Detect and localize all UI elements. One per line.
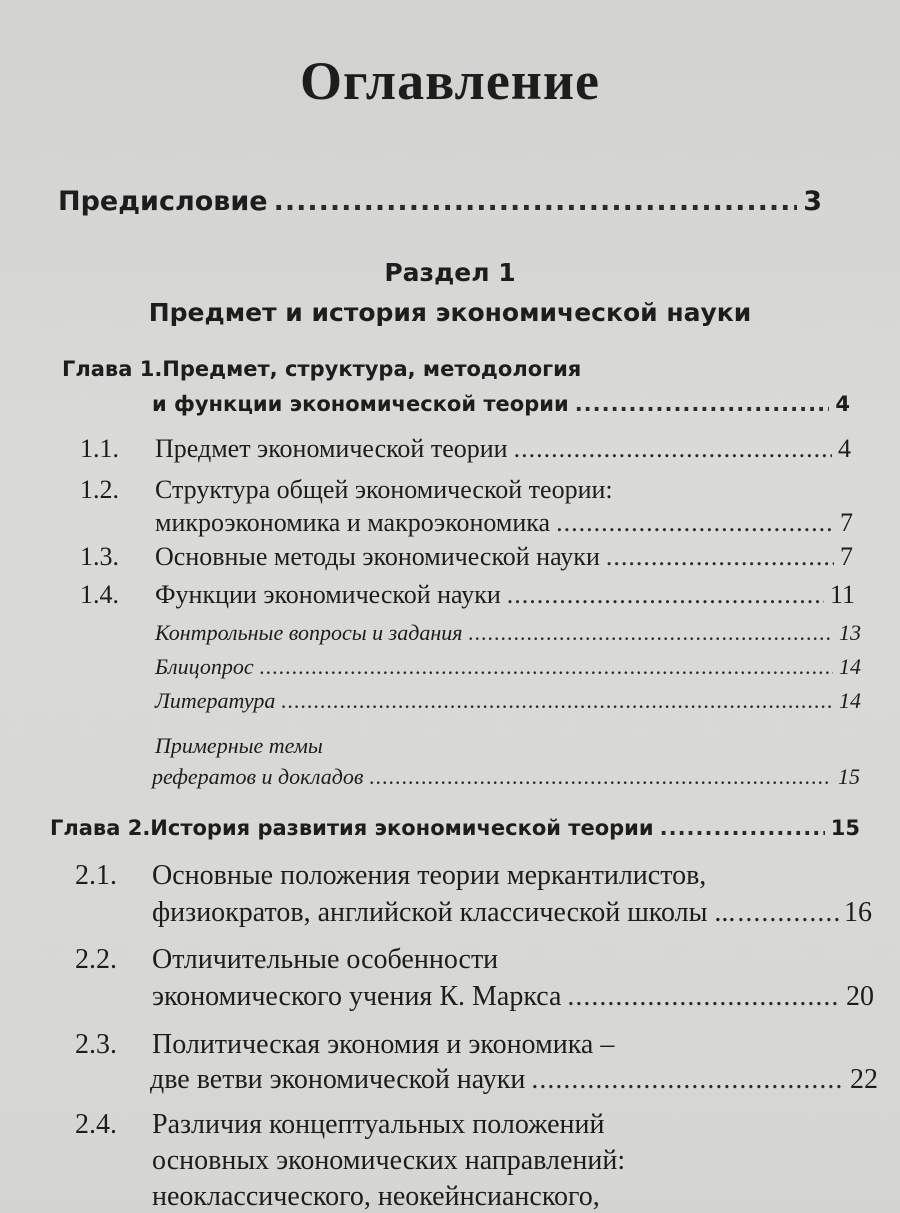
section-label: Раздел 1 xyxy=(384,258,516,287)
toc-entry-1-3[interactable] xyxy=(155,542,853,572)
toc-page-number: 15 xyxy=(838,764,860,789)
toc-entry-label[interactable]: Примерные темы xyxy=(155,733,323,758)
toc-page-number: 7 xyxy=(840,508,853,537)
toc-entry-label[interactable]: Отличительные особенности xyxy=(152,944,499,975)
toc-page-number: 15 xyxy=(830,816,860,840)
chapter-1-heading[interactable] xyxy=(62,357,581,381)
chapter-label: Глава 1. xyxy=(62,357,163,381)
toc-page-number: 7 xyxy=(840,542,853,571)
dot-leader xyxy=(660,816,825,840)
item-number: 2.3. xyxy=(75,1029,117,1060)
dot-leader xyxy=(260,654,833,680)
section-name: Предмет и история экономической науки xyxy=(148,298,752,327)
toc-entry-label: Функции экономической науки xyxy=(155,580,501,609)
toc-entry-label[interactable]: основных экономических направлений: xyxy=(152,1145,626,1176)
dot-leader xyxy=(606,542,834,572)
toc-entry-questions[interactable] xyxy=(155,620,861,646)
toc-entry-1-2[interactable] xyxy=(155,508,853,538)
toc-entry-label: Предмет экономической теории xyxy=(155,434,508,463)
toc-entry-label: Литература xyxy=(155,688,276,713)
dot-leader xyxy=(281,688,833,714)
toc-entry-label[interactable]: Структура общей экономической теории: xyxy=(155,475,613,504)
item-number: 2.4. xyxy=(75,1109,117,1140)
chapter-title-line1: История развития экономической теории xyxy=(150,816,654,840)
item-number: 1.1. xyxy=(80,434,119,463)
toc-page-number: 16 xyxy=(844,897,872,928)
toc-entry-label: Основные методы экономической науки xyxy=(155,542,600,571)
toc-entry-2-2[interactable] xyxy=(152,981,874,1013)
dot-leader xyxy=(575,392,830,416)
toc-entry-label[interactable]: Политическая экономия и экономика – xyxy=(152,1029,615,1060)
toc-entry-2-1[interactable] xyxy=(152,897,872,929)
toc-entry-preface[interactable] xyxy=(58,186,822,217)
toc-entry-label: Блицопрос xyxy=(155,654,254,679)
toc-entry-label[interactable]: неоклассического, неокейнсианского, xyxy=(152,1181,600,1212)
toc-entry-2-3[interactable] xyxy=(150,1064,878,1096)
toc-entry-reports[interactable] xyxy=(152,764,860,790)
toc-entry-1-1[interactable] xyxy=(155,434,851,464)
toc-page-number: 13 xyxy=(839,620,861,645)
toc-entry-label: Предисловие xyxy=(58,186,268,217)
page-title: Оглавление xyxy=(300,51,600,111)
toc-entry-label: рефератов и докладов xyxy=(152,764,364,789)
toc-entry-1-4[interactable] xyxy=(155,580,855,610)
toc-page-number: 14 xyxy=(839,688,861,713)
toc-entry-label: микроэкономика и макроэкономика xyxy=(155,508,551,537)
toc-entry-label: экономического учения К. Маркса xyxy=(152,981,562,1012)
dot-leader xyxy=(556,508,834,538)
toc-entry-label: физиократов, английской классической школы ... xyxy=(152,897,736,928)
dot-leader xyxy=(737,897,842,929)
item-number: 1.3. xyxy=(80,542,119,571)
dot-leader xyxy=(274,186,798,217)
chapter-label: Глава 2. xyxy=(50,816,151,840)
dot-leader xyxy=(468,620,833,646)
toc-page-number: 3 xyxy=(803,186,822,217)
dot-leader xyxy=(514,434,832,464)
toc-entry-literature[interactable] xyxy=(155,688,861,714)
toc-page-number: 4 xyxy=(835,392,850,416)
dot-leader xyxy=(531,1064,844,1096)
chapter-1-title-line2[interactable] xyxy=(152,392,850,416)
toc-entry-label[interactable]: Основные положения теории меркантилистов, xyxy=(152,860,707,891)
item-number: 2.2. xyxy=(75,944,117,975)
chapter-title-line2: и функции экономической теории xyxy=(152,392,569,416)
toc-entry-label: две ветви экономической науки xyxy=(150,1064,526,1095)
chapter-2-heading[interactable] xyxy=(50,816,860,840)
item-number: 2.1. xyxy=(75,860,117,891)
toc-page-number: 11 xyxy=(829,580,855,609)
toc-entry-blitz[interactable] xyxy=(155,654,861,680)
dot-leader xyxy=(507,580,824,610)
toc-page-number: 22 xyxy=(850,1064,878,1095)
chapter-title-line1: Предмет, структура, методология xyxy=(162,357,582,381)
toc-page-number: 20 xyxy=(846,981,874,1012)
toc-entry-label: Контрольные вопросы и задания xyxy=(155,620,463,645)
dot-leader xyxy=(369,764,832,790)
toc-page-number: 14 xyxy=(839,654,861,679)
item-number: 1.2. xyxy=(80,475,119,504)
item-number: 1.4. xyxy=(80,580,119,609)
toc-page-number: 4 xyxy=(838,434,851,463)
toc-entry-label[interactable]: Различия концептуальных положений xyxy=(152,1109,605,1140)
dot-leader xyxy=(567,981,840,1013)
